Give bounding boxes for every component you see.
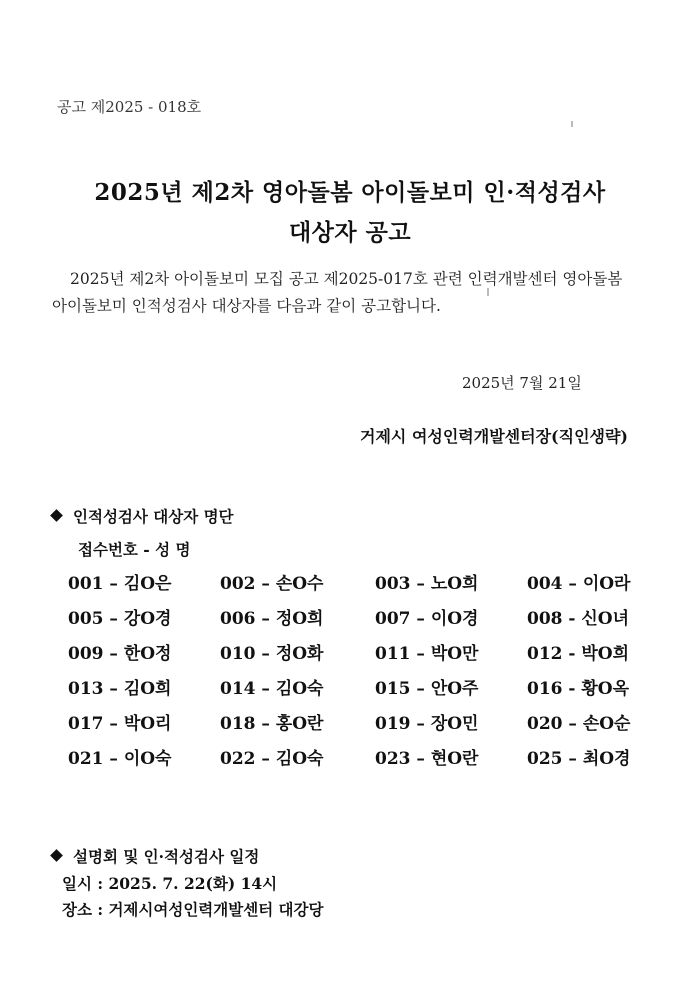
signer: 거제시 여성인력개발센터장(직인생략) (360, 427, 629, 446)
roster-entry: 006 – 정O희 (220, 609, 324, 629)
schedule-heading-text: 설명회 및 인·적성검사 일정 (73, 847, 260, 866)
title-line-2: 대상자 공고 (288, 219, 412, 246)
schedule-datetime: 일시 : 2025. 7. 22(화) 14시 (62, 874, 278, 893)
roster-entry: 010 – 정O화 (220, 644, 324, 664)
roster-row (66, 639, 686, 674)
roster-entry: 025 – 최O경 (527, 749, 631, 769)
roster-entry: 017 – 박O리 (68, 714, 172, 734)
diamond-bullet-icon (50, 849, 63, 862)
roster-entry: 018 – 홍O란 (220, 714, 324, 734)
roster-table (66, 569, 686, 779)
roster-row (66, 674, 686, 709)
roster-column-header: 접수번호 - 성 명 (78, 540, 191, 559)
diamond-bullet-icon (50, 509, 63, 522)
roster-heading-text: 인적성검사 대상자 명단 (73, 507, 234, 526)
roster-entry: 005 – 강O경 (68, 609, 172, 629)
roster-entry: 012 - 박O희 (527, 644, 630, 664)
roster-entry: 002 – 손O수 (220, 574, 324, 594)
roster-entry: 020 – 손O순 (527, 714, 631, 734)
roster-section-heading (52, 505, 234, 527)
roster-entry: 021 – 이O숙 (68, 749, 172, 769)
notice-date: 2025년 7월 21일 (462, 374, 582, 392)
roster-entry: 011 – 박O만 (375, 644, 479, 664)
roster-entry: 022 – 김O숙 (220, 749, 324, 769)
intro-line-2: 아이돌보미 인적성검사 대상자를 다음과 같이 공고합니다. (52, 297, 441, 315)
roster-entry: 016 - 황O옥 (527, 679, 630, 699)
notice-number: 공고 제2025 - 018호 (57, 98, 202, 116)
roster-entry: 007 – 이O경 (375, 609, 479, 629)
schedule-section-heading (52, 845, 259, 867)
roster-entry: 008 - 신O녀 (527, 609, 630, 629)
roster-entry: 001 – 김O은 (68, 574, 172, 594)
schedule-location: 장소 : 거제시여성인력개발센터 대강당 (62, 900, 324, 919)
roster-row (66, 604, 686, 639)
title-line-1: 2025년 제2차 영아돌봄 아이돌보미 인·적성검사 (94, 179, 606, 206)
roster-entry: 013 – 김O희 (68, 679, 172, 699)
roster-entry: 004 – 이O라 (527, 574, 631, 594)
intro-line-1: 2025년 제2차 아이돌보미 모집 공고 제2025-017호 관련 인력개발센터 영아돌봄 (70, 270, 623, 288)
roster-entry: 019 – 장O민 (375, 714, 479, 734)
roster-entry: 009 – 한O정 (68, 644, 172, 664)
scan-speck (571, 121, 573, 127)
roster-entry: 003 – 노O희 (375, 574, 479, 594)
roster-entry: 015 – 안O주 (375, 679, 479, 699)
roster-entry: 014 – 김O숙 (220, 679, 324, 699)
roster-row (66, 744, 686, 779)
roster-row (66, 709, 686, 744)
roster-row (66, 569, 686, 604)
roster-entry: 023 – 현O란 (375, 749, 479, 769)
scan-speck (487, 288, 489, 296)
